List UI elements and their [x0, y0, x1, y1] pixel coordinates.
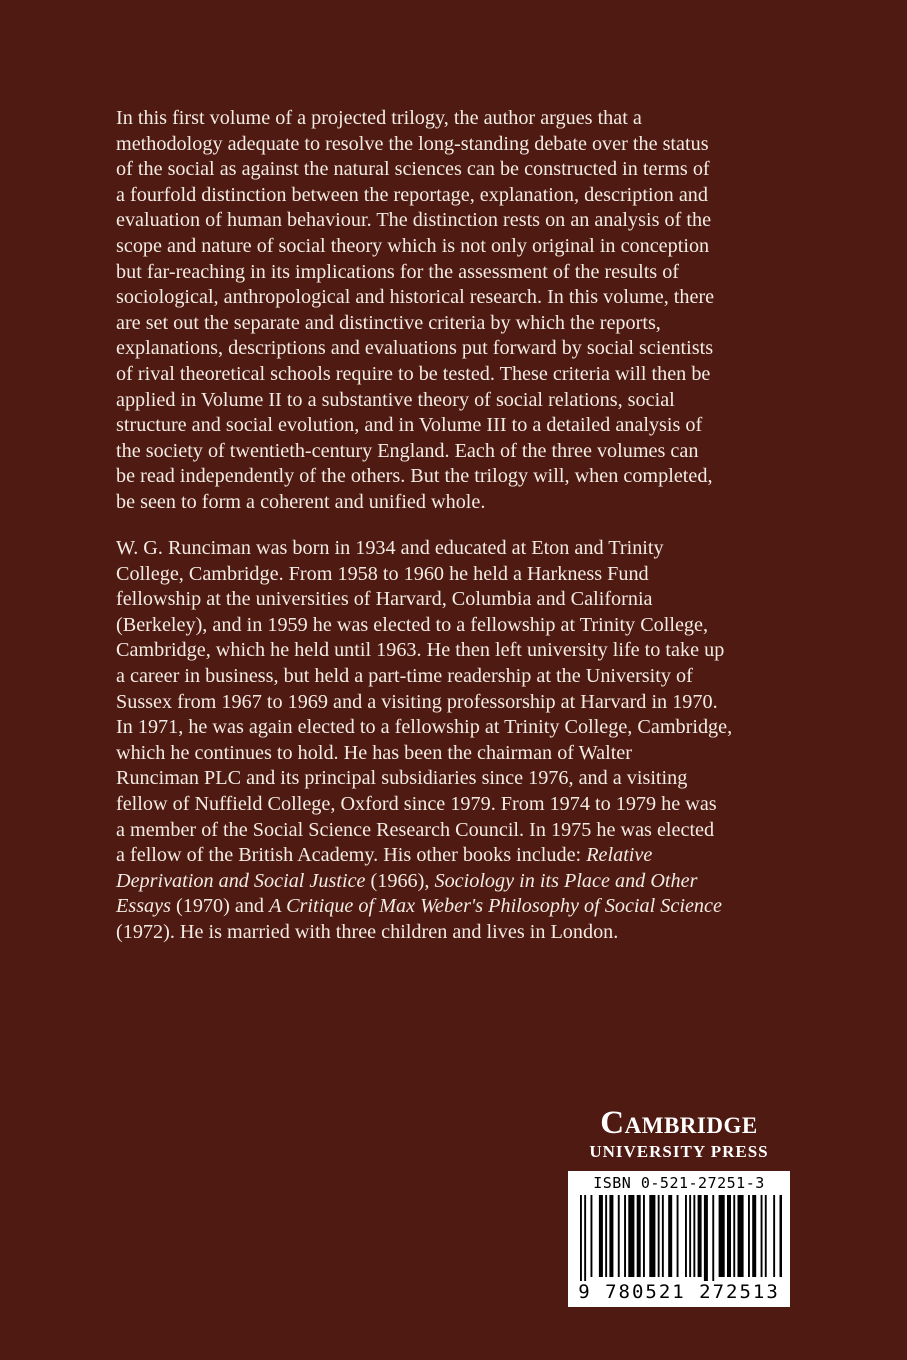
- isbn-label: ISBN 0-521-27251-3: [593, 1174, 765, 1192]
- blurb-line: structure and social evolution, and in Volume III to a detailed analysis of: [116, 414, 703, 437]
- barcode-bar: [738, 1195, 744, 1277]
- barcode-bar: [748, 1195, 750, 1277]
- barcode-bar: [580, 1195, 582, 1281]
- bio-closing: (1972). He is married with three children and lives in London.: [116, 920, 619, 943]
- blurb-line: explanations, descriptions and evaluations put forward by social scientists: [116, 337, 714, 360]
- bio-line: In 1971, he was again elected to a fellowship at Trinity College, Cambridge,: [116, 716, 733, 739]
- barcode-bar: [605, 1195, 607, 1277]
- bio-line: (Berkeley), and in 1959 he was elected to a fellowship at Trinity College,: [116, 613, 709, 636]
- barcode-bar: [719, 1195, 725, 1277]
- book-title: A Critique of Max Weber's Philosophy of Social Science: [269, 895, 722, 918]
- barcode-bar: [599, 1195, 603, 1277]
- barcode-bar: [637, 1195, 641, 1277]
- bio-line: [116, 894, 796, 920]
- barcode-panel: [568, 1171, 790, 1307]
- blurb-line: sociological, anthropological and historical research. In this volume, there: [116, 286, 715, 309]
- blurb-line: of the social as against the natural sciences can be constructed in terms of: [116, 158, 710, 181]
- blurb-line: methodology adequate to resolve the long-standing debate over the status: [116, 132, 709, 155]
- blurb-line: be read independently of the others. But the trilogy will, when completed,: [116, 465, 713, 488]
- bio-line: Runciman PLC and its principal subsidiaries since 1976, and a visiting: [116, 767, 688, 790]
- book-title: Relative: [586, 844, 653, 867]
- barcode-bar: [752, 1195, 756, 1277]
- book-title: Deprivation and Social Justice: [116, 869, 366, 892]
- barcode-bar: [643, 1195, 645, 1277]
- barcode-bar: [698, 1195, 702, 1277]
- barcode-bar: [649, 1195, 655, 1277]
- barcode-icon: [576, 1195, 782, 1281]
- barcode-bar: [780, 1195, 783, 1277]
- bio-line: a career in business, but held a part-time readership at the University of: [116, 664, 693, 687]
- bio-line: fellow of Nuffield College, Oxford since 1979. From 1974 to 1979 he was: [116, 792, 717, 815]
- barcode-bar: [584, 1195, 586, 1281]
- blurb-line: of rival theoretical schools require to be tested. These criteria will then be: [116, 362, 711, 385]
- barcode-bar: [704, 1195, 708, 1281]
- bio-line: College, Cambridge. From 1958 to 1960 he held a Harkness Fund: [116, 562, 649, 585]
- bio-line: Sussex from 1967 to 1969 and a visiting professorship at Harvard in 1970.: [116, 690, 718, 713]
- bio-line: a member of the Social Science Research Council. In 1975 he was elected: [116, 818, 715, 841]
- bio-line: Cambridge, which he held until 1963. He then left university life to take up: [116, 639, 725, 662]
- barcode-bar: [609, 1195, 613, 1277]
- blurb-line: evaluation of human behaviour. The distinction rests on an analysis of the: [116, 209, 712, 232]
- barcode-bar: [712, 1195, 714, 1281]
- book-year: (1970) and: [170, 895, 270, 918]
- bio-line-text: a fellow of the British Academy. His other books include:: [116, 844, 582, 867]
- barcode-bar: [773, 1195, 775, 1277]
- ean-number: 9 780521 272513: [578, 1281, 780, 1303]
- description-blurb: [116, 106, 796, 516]
- blurb-line: a fourfold distinction between the reportage, explanation, description and: [116, 183, 708, 206]
- barcode-bar: [677, 1195, 679, 1277]
- bio-line: which he continues to hold. He has been the chairman of Walter: [116, 741, 632, 764]
- barcode-bar: [685, 1195, 687, 1277]
- publisher-logo: [566, 1104, 792, 1162]
- book-title: Sociology in its Place and Other: [434, 869, 698, 892]
- barcode-bar: [658, 1195, 660, 1277]
- blurb-line: scope and nature of social theory which is not only original in conception: [116, 234, 710, 257]
- author-biography: [116, 536, 796, 946]
- book-title: Essays: [116, 895, 171, 918]
- blurb-line: applied in Volume II to a substantive theory of social relations, social: [116, 388, 675, 411]
- separator: ,: [424, 869, 435, 892]
- blurb-line: are set out the separate and distinctive criteria by which the reports,: [116, 311, 661, 334]
- blurb-line: but far-reaching in its implications for the assessment of the results of: [116, 260, 680, 283]
- barcode-bar: [628, 1195, 634, 1277]
- bio-line: [116, 920, 796, 946]
- publisher-subtitle: UNIVERSITY PRESS: [589, 1142, 769, 1161]
- barcode-bar: [618, 1195, 620, 1277]
- barcode-bar: [689, 1195, 691, 1277]
- bio-line: [116, 869, 796, 895]
- barcode-bar: [693, 1195, 695, 1277]
- barcode-bar: [668, 1195, 672, 1277]
- blurb-line: In this first volume of a projected trilogy, the author argues that a: [116, 107, 642, 129]
- bio-line: [116, 843, 796, 869]
- publisher-name: Cambridge: [600, 1105, 758, 1141]
- blurb-line: the society of twentieth-century England. Each of the three volumes can: [116, 439, 699, 462]
- bio-line: W. G. Runciman was born in 1934 and educated at Eton and Trinity: [116, 537, 664, 559]
- barcode-bar: [662, 1195, 664, 1277]
- book-year: (1966): [365, 869, 425, 892]
- barcode-bar: [733, 1195, 735, 1277]
- barcode-bar: [761, 1195, 763, 1277]
- barcode-bar: [765, 1195, 767, 1277]
- bio-line: fellowship at the universities of Harvard, Columbia and California: [116, 588, 653, 611]
- barcode-bar: [727, 1195, 731, 1277]
- blurb-line: be seen to form a coherent and unified whole.: [116, 490, 486, 513]
- barcode-bar: [624, 1195, 626, 1277]
- barcode-bar: [591, 1195, 593, 1277]
